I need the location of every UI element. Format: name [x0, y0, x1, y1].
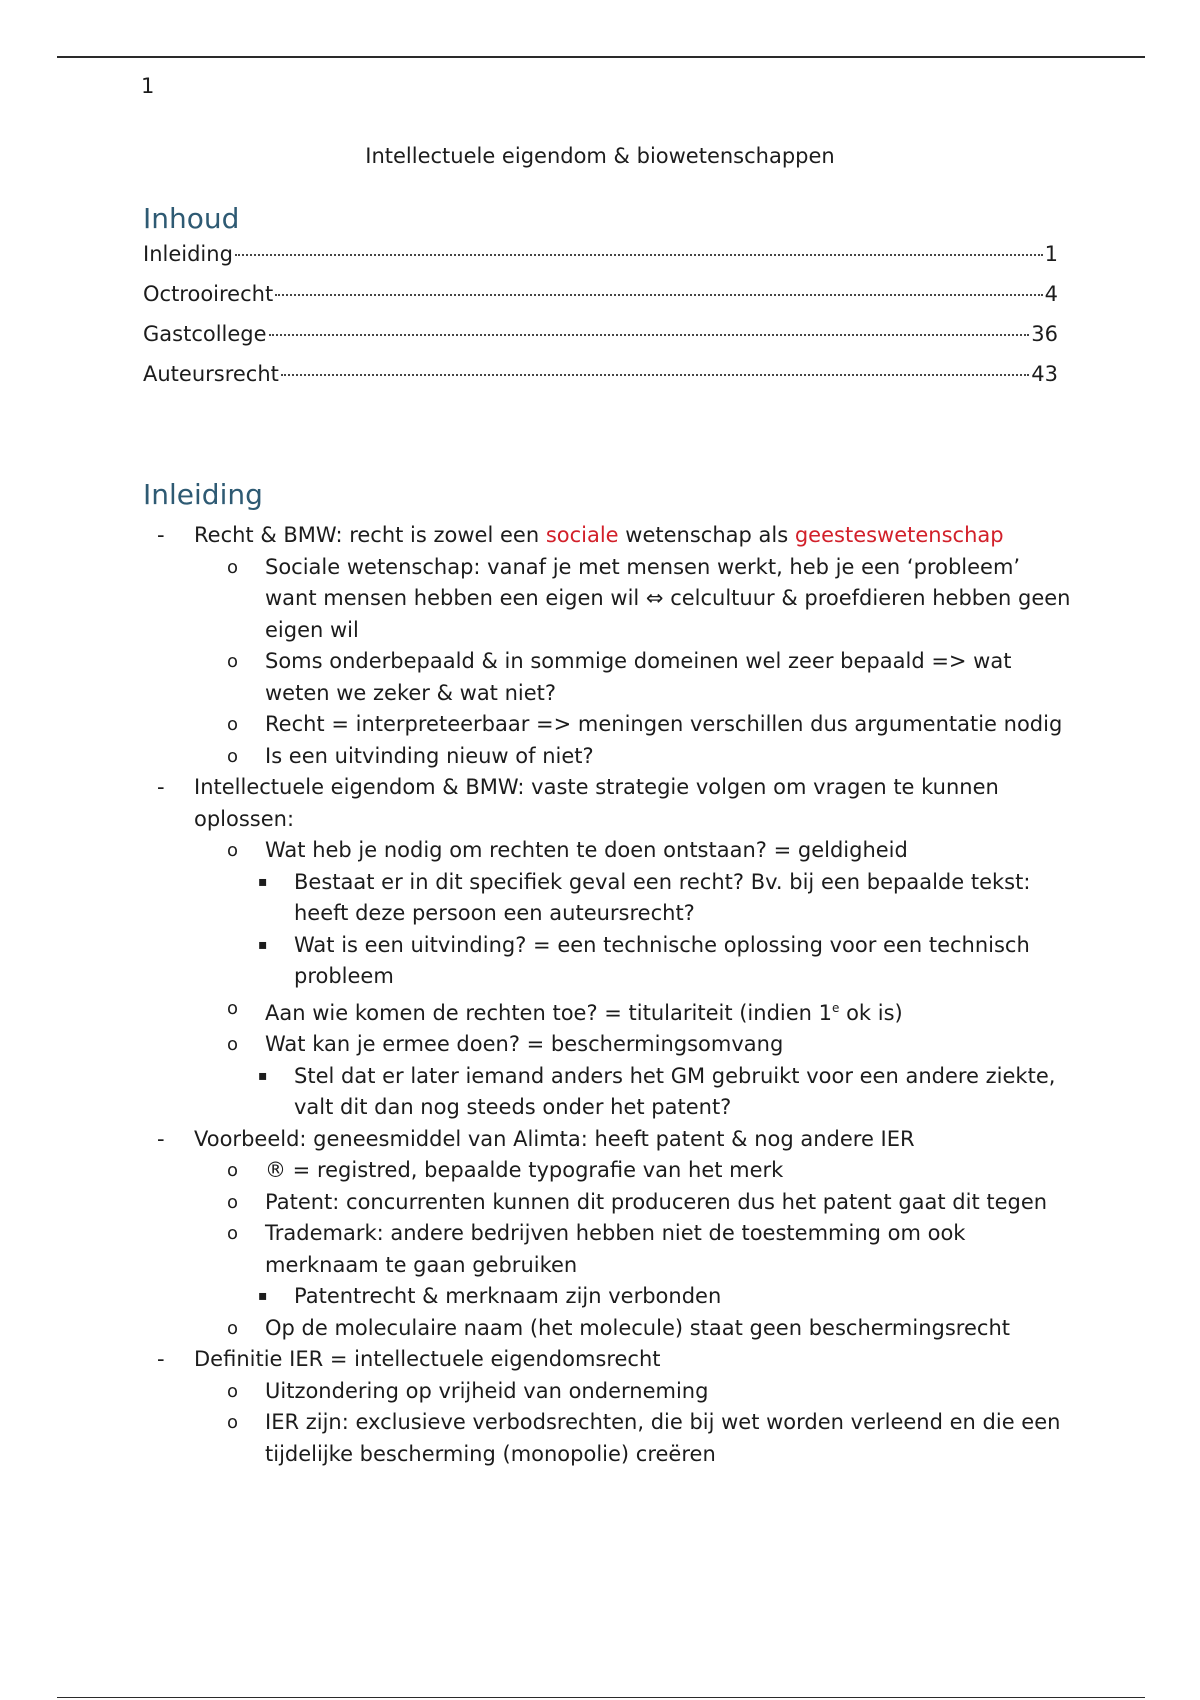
dash-bullet-icon: - [157, 1347, 165, 1371]
circle-bullet-icon: o [227, 1317, 239, 1339]
toc-leader-dots [269, 334, 1030, 336]
circle-bullet-icon: o [227, 1191, 239, 1213]
toc-entry-octrooirecht[interactable] [143, 282, 1058, 322]
square-bullet-icon: ▪ [258, 873, 268, 890]
circle-bullet-icon: o [227, 556, 239, 578]
circle-bullet-icon: o [227, 714, 239, 735]
toc-entry-page: 1 [1044, 242, 1058, 266]
toc-entry-page: 4 [1044, 282, 1058, 306]
list-item: - Definitie IER = intellectuele eigendomsrecht [143, 1344, 1078, 1376]
circle-bullet-icon: o [227, 651, 239, 672]
table-of-contents [143, 242, 1058, 402]
list-item: ▪ Patentrecht & merknaam zijn verbonden [143, 1281, 1078, 1313]
list-item: o Sociale wetenschap: vanaf je met mensen werkt, heb je een ‘probleem’ want mensen hebben een eigen wil ⇔ celcultuur & proefdieren hebben geen eigen wil [143, 552, 1078, 647]
toc-entry-gastcollege[interactable] [143, 322, 1058, 362]
highlight-text: geesteswetenschap [794, 523, 1004, 547]
list-item: o Patent: concurrenten kunnen dit produceren dus het patent gaat dit tegen [143, 1187, 1078, 1219]
circle-bullet-icon: o [227, 1412, 239, 1433]
bottom-rule [57, 1697, 1145, 1698]
circle-bullet-icon: o [227, 1223, 239, 1244]
toc-entry-inleiding[interactable] [143, 242, 1058, 282]
document-title: Intellectuele eigendom & biowetenschappen [365, 144, 835, 168]
toc-entry-page: 43 [1031, 362, 1058, 386]
circle-bullet-icon: o [227, 1034, 239, 1055]
list-item: o Is een uitvinding nieuw of niet? [143, 741, 1078, 773]
toc-entry-label: Octrooirecht [143, 282, 274, 306]
toc-entry-label: Gastcollege [143, 322, 267, 346]
list-item: o Soms onderbepaald & in sommige domeinen wel zeer bepaald => wat weten we zeker & wat niet? [143, 646, 1078, 709]
list-item: - Recht & BMW: recht is zowel een sociale wetenschap als geesteswetenschap [143, 520, 1078, 552]
list-item: ▪ Wat is een uitvinding? = een technische oplossing voor een technisch probleem [143, 930, 1078, 993]
square-bullet-icon: ▪ [258, 1067, 268, 1084]
top-rule [57, 56, 1145, 58]
list-item: o Wat heb je nodig om rechten te doen ontstaan? = geldigheid [143, 835, 1078, 867]
toc-entry-label: Inleiding [143, 242, 233, 266]
list-item: o Aan wie komen de rechten toe? = titulariteit (indien 1e ok is) [143, 993, 1078, 1030]
section-heading: Inleiding [143, 478, 263, 511]
circle-bullet-icon: o [227, 997, 239, 1019]
dash-bullet-icon: - [157, 523, 165, 547]
toc-entry-label: Auteursrecht [143, 362, 279, 386]
list-item: o Wat kan je ermee doen? = beschermingsomvang [143, 1029, 1078, 1061]
list-item: o ® = registred, bepaalde typografie van het merk [143, 1155, 1078, 1187]
square-bullet-icon: ▪ [258, 1288, 268, 1304]
list-item: o Recht = interpreteerbaar => meningen verschillen dus argumentatie nodig [143, 709, 1078, 741]
toc-leader-dots [235, 254, 1043, 256]
toc-leader-dots [281, 374, 1029, 376]
circle-bullet-icon: o [227, 745, 239, 767]
list-item: o Trademark: andere bedrijven hebben niet de toestemming om ook merknaam te gaan gebruiken [143, 1218, 1078, 1281]
list-item: - Voorbeeld: geneesmiddel van Alimta: heeft patent & nog andere IER [143, 1124, 1078, 1156]
list-item: o Op de moleculaire naam (het molecule) staat geen beschermingsrecht [143, 1313, 1078, 1345]
circle-bullet-icon: o [227, 1380, 239, 1402]
page-number: 1 [141, 74, 155, 98]
list-item: o Uitzondering op vrijheid van onderneming [143, 1376, 1078, 1408]
highlight-text: sociale [545, 523, 619, 547]
toc-leader-dots [275, 294, 1042, 296]
toc-entry-auteursrecht[interactable] [143, 362, 1058, 402]
circle-bullet-icon: o [227, 840, 239, 861]
dash-bullet-icon: - [157, 775, 165, 799]
list-item: o IER zijn: exclusieve verbodsrechten, die bij wet worden verleend en die een tijdelijke bescherming (monopolie) creëren [143, 1407, 1078, 1470]
list-item: - Intellectuele eigendom & BMW: vaste strategie volgen om vragen te kunnen oplossen: [143, 772, 1078, 835]
toc-heading: Inhoud [143, 202, 240, 235]
toc-entry-page: 36 [1031, 322, 1058, 346]
list-item: ▪ Stel dat er later iemand anders het GM gebruikt voor een andere ziekte, valt dit dan nog steeds onder het patent? [143, 1061, 1078, 1124]
circle-bullet-icon: o [227, 1160, 239, 1181]
dash-bullet-icon: - [157, 1126, 165, 1151]
list-item: ▪ Bestaat er in dit specifiek geval een recht? Bv. bij een bepaalde tekst: heeft deze persoon een auteursrecht? [143, 867, 1078, 930]
square-bullet-icon: ▪ [258, 936, 268, 953]
section-body [143, 520, 1078, 1470]
